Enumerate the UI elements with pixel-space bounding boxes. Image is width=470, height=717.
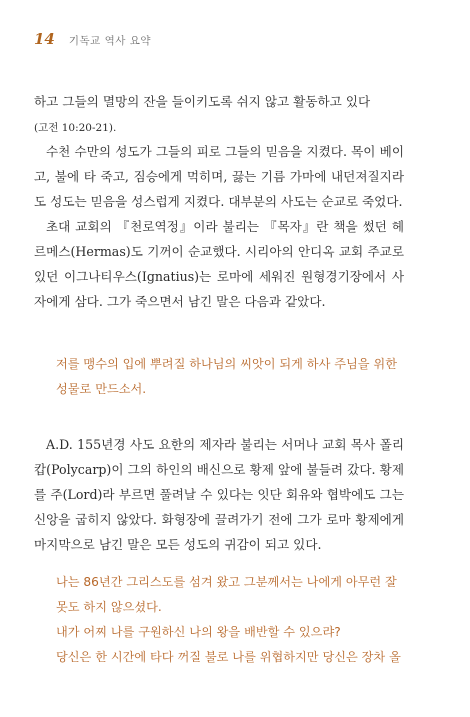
text-block-polycarp <box>34 432 404 557</box>
paragraph-opening-text: 하고 그들의 멸망의 잔을 들이키도록 쉬지 않고 활동하고 있다 <box>34 94 371 109</box>
scripture-reference: (고전 10:20-21). <box>34 122 117 134</box>
page-header <box>34 30 151 48</box>
quote-polycarp <box>56 570 401 670</box>
quote-polycarp-line2: 내가 어찌 나를 구원하신 나의 왕을 배반할 수 있으랴? <box>56 625 341 639</box>
paragraph-polycarp: A.D. 155년경 사도 요한의 제자라 불리는 서머나 교회 목사 폴리캅(Polycarp)이 그의 하인의 배신으로 황제 앞에 불들려 갔다. 황제를 주(Lord)라 부르면 풀려날 수 있다는 잇단 회유와 협박에도 그는 신앙을 굽히지 않았다. 화형장에 끌려가기 전에 그가 로마 황제에게 마지막으로 남긴 말은 모든 성도의 귀감이 되고 있다. <box>34 437 404 552</box>
paragraph-hermas-ignatius: 초대 교회의 『천로역정』이라 불리는 『목자』란 책을 썼던 헤르메스(Hermas)도 기꺼이 순교했다. 시리아의 안디옥 교회 주교로 있던 이그나티우스(Ignatius)는 로마에 세워진 원형경기장에서 사자에게 삼다. 그가 죽으면서 남긴 말은 다음과 같았다. <box>34 219 404 309</box>
paragraph-martyrs: 수천 수만의 성도가 그들의 피로 그들의 믿음을 지켰다. 목이 베이고, 불에 타 죽고, 짐승에게 먹히며, 끓는 기름 가마에 내던져질지라도 성도는 믿음을 성스럽게 지켰다. 대부분의 사도는 순교로 죽었다. <box>34 144 404 209</box>
quote-ignatius-text: 저를 맹수의 입에 뿌려질 하나님의 씨앗이 되게 하사 주님을 위한 성물로 만드소서. <box>56 357 397 396</box>
running-title: 기독교 역사 요약 <box>68 35 152 47</box>
page-number: 14 <box>34 30 55 48</box>
quote-ignatius <box>56 352 401 402</box>
text-block-martyrs <box>34 139 404 314</box>
text-block-opening <box>34 89 404 141</box>
quote-polycarp-line3: 당신은 한 시간에 타다 꺼질 불로 나를 위협하지만 당신은 장차 올 <box>56 650 401 664</box>
paragraph-opening <box>34 89 404 141</box>
quote-polycarp-line1: 나는 86년간 그리스도를 섬겨 왔고 그분께서는 나에게 아무런 잘못도 하지 않으셨다. <box>56 575 397 614</box>
